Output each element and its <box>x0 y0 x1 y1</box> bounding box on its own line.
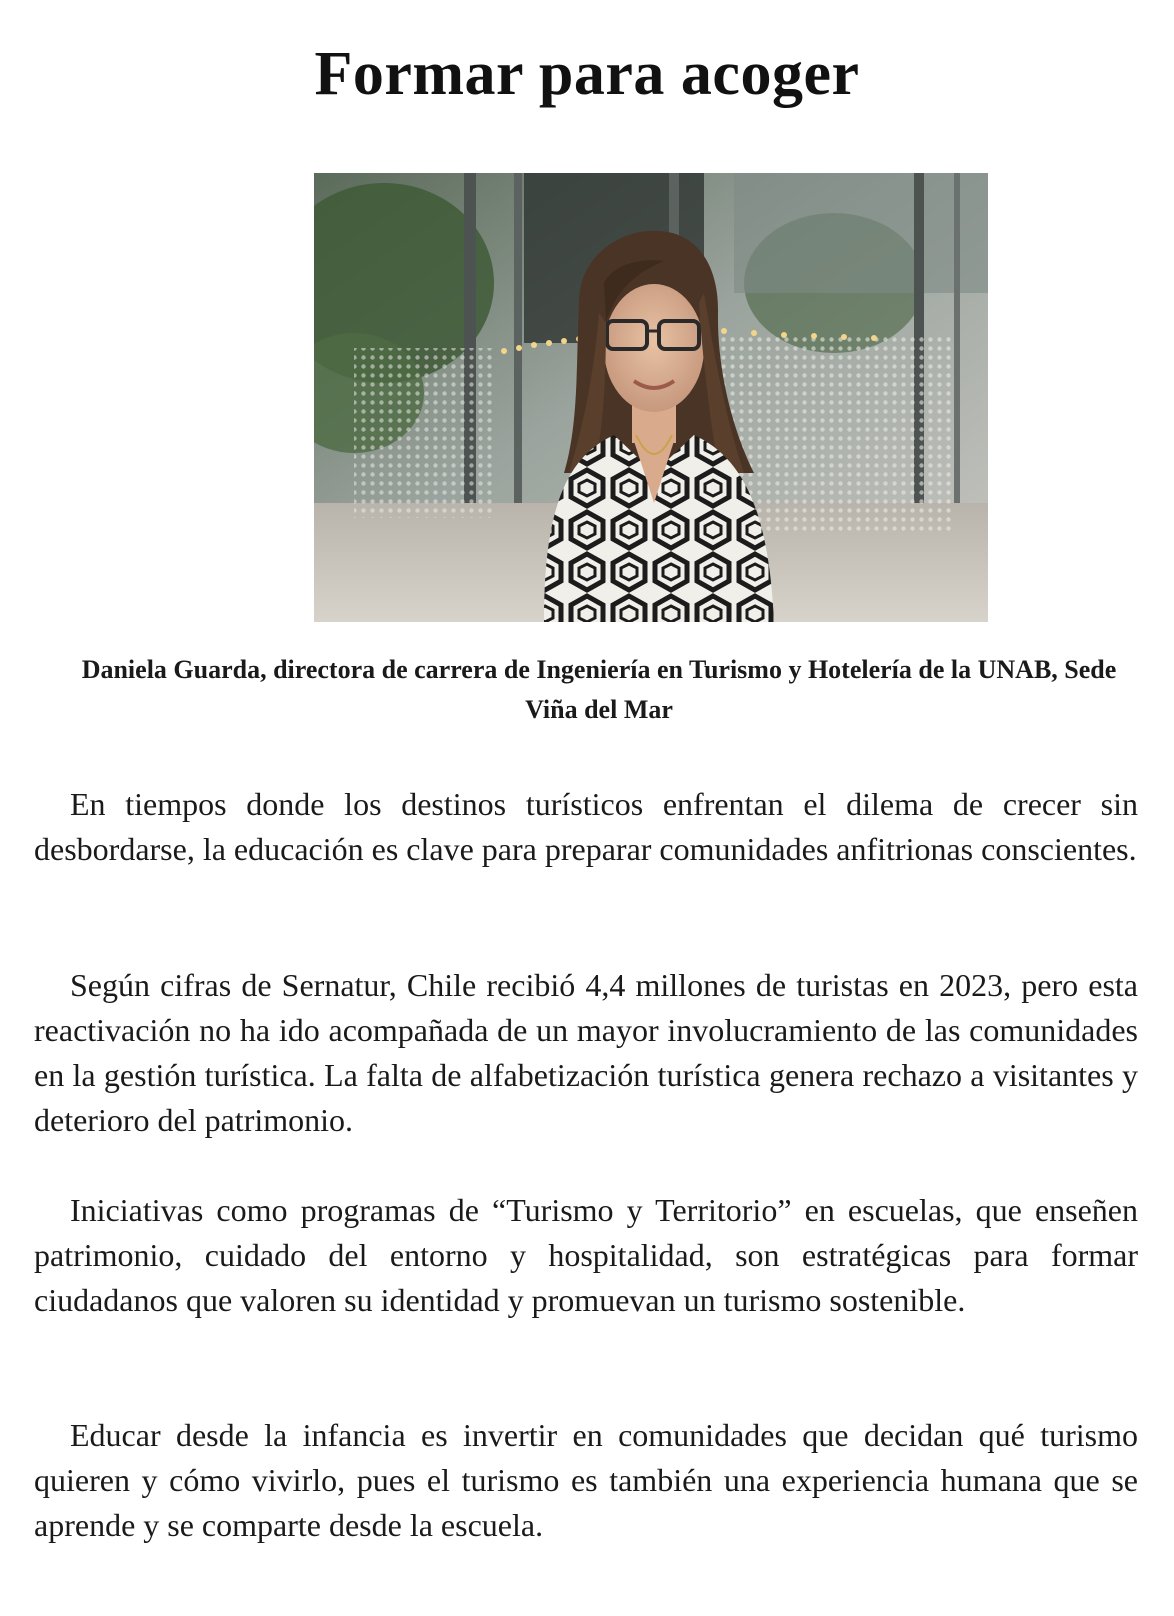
portrait-photo <box>314 173 988 622</box>
portrait-photo-image <box>314 173 988 622</box>
body-paragraph: En tiempos donde los destinos turísticos enfrentan el dilema de crecer sin desbordarse, la educación es clave para preparar comunidades anfitrionas conscientes. <box>34 786 1138 867</box>
article-title: Formar para acoger <box>314 40 860 108</box>
photo-caption: Daniela Guarda, directora de carrera de Ingeniería en Turismo y Hotelería de la UNAB, Sede Viña del Mar <box>81 655 1117 724</box>
body-paragraph: Según cifras de Sernatur, Chile recibió 4,4 millones de turistas en 2023, pero esta reactivación no ha ido acompañada de un mayor involucramiento de las comunidades en la gestión turística. La falta de alfabetización turística genera rechazo a visitantes y deterioro del patrimonio. <box>34 967 1138 1138</box>
body-paragraph: Educar desde la infancia es invertir en comunidades que decidan qué turismo quieren y cómo vivirlo, pues el turismo es también una experiencia humana que se aprende y se comparte desde la escuela. <box>34 1417 1138 1543</box>
body-paragraph: Iniciativas como programas de “Turismo y Territorio” en escuelas, que enseñen patrimonio, cuidado del entorno y hospitalidad, son estratégicas para formar ciudadanos que valoren su identidad y promuevan un turismo sostenible. <box>34 1192 1138 1318</box>
